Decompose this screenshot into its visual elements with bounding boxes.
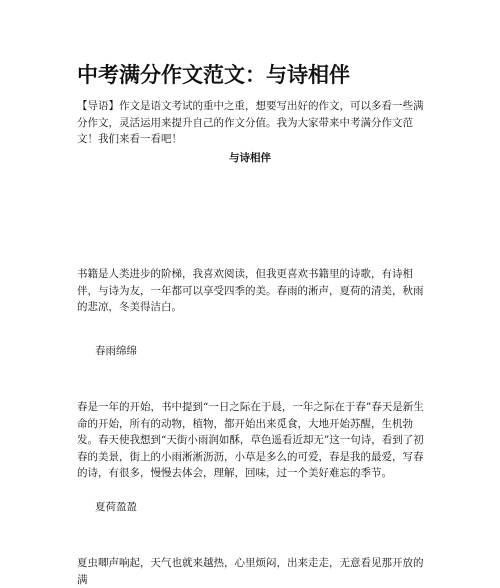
intro-paragraph: 【导语】作文是语文考试的重中之重，想要写出好的作文，可以多看一些满分作文，灵活运用来提升自己的作文分值。我为大家带来中考满分作文范文！我们来看一看吧！ <box>77 100 424 145</box>
section-heading-spring: 春雨绵绵 <box>95 345 137 357</box>
document-title: 中考满分作文范文：与诗相伴 <box>77 62 350 87</box>
body-paragraph-2: 春是一年的开始，书中提到“一日之际在于晨，一年之际在于春”春天是新生命的开始，所有的动物，植物，都开始出来觅食，大地开始苏醒，生机勃发。春天使我想到“天街小雨润如酥，草色遥看近却无”这一句诗，看到了初春的美景，街上的小雨淅淅沥沥，小草是多么的可爱，春是我的最爱，写春的诗，有很多，慢慢去体会，理解，回味，过一个美好难忘的季节。 <box>77 401 424 479</box>
section-heading-summer: 夏荷盈盈 <box>95 501 137 513</box>
essay-subtitle: 与诗相伴 <box>229 152 271 164</box>
body-paragraph-3: 夏虫唧声响起，天气也就来越热，心里烦闷，出来走走，无意看见那开放的满 <box>77 557 424 586</box>
body-paragraph-1: 书籍是人类进步的阶梯，我喜欢阅读，但我更喜欢书籍里的诗歌，有诗相伴，与诗为友，一年都可以享受四季的美。春雨的淅声，夏荷的清美，秋雨的悲凉，冬美得洁白。 <box>77 268 424 313</box>
